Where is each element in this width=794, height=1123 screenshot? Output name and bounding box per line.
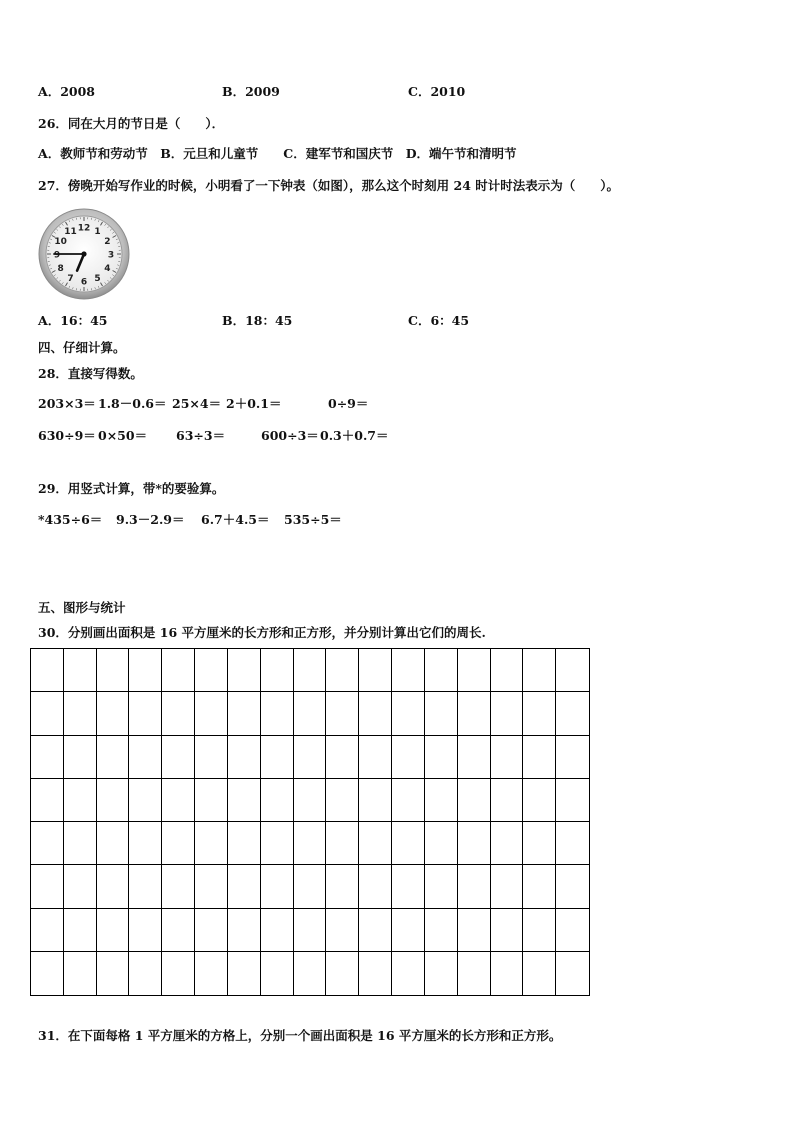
grid-cell (392, 822, 425, 865)
q27-option-b: B．18：45 (222, 313, 293, 328)
grid-cell (97, 736, 130, 779)
grid-cell (425, 909, 458, 952)
grid-cell (392, 909, 425, 952)
grid-cell (129, 822, 162, 865)
grid-cell (392, 649, 425, 692)
grid-cell (425, 865, 458, 908)
q29-item: 9.3－2.9＝ (116, 512, 185, 527)
clock-number: 3 (107, 250, 115, 261)
grid-cell (228, 692, 261, 735)
grid-cell (326, 649, 359, 692)
grid-cell (261, 736, 294, 779)
grid-cell (97, 952, 130, 995)
grid-cell (326, 865, 359, 908)
grid-cell (129, 865, 162, 908)
q31-stem: 31．在下面每格 1 平方厘米的方格上，分别一个画出面积是 16 平方厘米的长方形和正方形。 (38, 1028, 562, 1043)
grid-cell (556, 779, 589, 822)
grid-cell (556, 952, 589, 995)
clock-number: 9 (53, 250, 61, 261)
grid-cell (458, 909, 491, 952)
grid-cell (129, 952, 162, 995)
grid-cell (425, 692, 458, 735)
grid-cell (458, 952, 491, 995)
grid-cell (359, 736, 392, 779)
grid-cell (425, 779, 458, 822)
grid-cell (458, 649, 491, 692)
clock-number: 4 (104, 264, 111, 274)
grid-cell (31, 736, 64, 779)
grid-cell (162, 952, 195, 995)
section-5-heading: 五、图形与统计 (38, 600, 126, 615)
grid-cell (556, 736, 589, 779)
q25-option-c: C．2010 (408, 84, 466, 99)
grid-cell (64, 822, 97, 865)
grid-cell (491, 692, 524, 735)
grid-cell (195, 649, 228, 692)
grid-cell (97, 822, 130, 865)
q30-stem: 30．分别画出面积是 16 平方厘米的长方形和正方形，并分别计算出它们的周长. (38, 625, 486, 640)
grid-cell (392, 779, 425, 822)
grid-cell (326, 692, 359, 735)
grid-cell (195, 736, 228, 779)
grid-cell (261, 909, 294, 952)
grid-cell (523, 909, 556, 952)
grid-cell (64, 779, 97, 822)
grid-cell (326, 736, 359, 779)
grid-cell (228, 649, 261, 692)
grid-cell (129, 779, 162, 822)
grid-cell (359, 649, 392, 692)
grid-cell (162, 649, 195, 692)
grid-cell (359, 779, 392, 822)
q28-item: 203×3＝ (38, 396, 96, 411)
grid-cell (392, 736, 425, 779)
grid-cell (228, 736, 261, 779)
grid-cell (425, 952, 458, 995)
grid-cell (425, 736, 458, 779)
grid-cell (556, 865, 589, 908)
grid-cell (97, 649, 130, 692)
q26-stem: 26．同在大月的节日是（ ）． (38, 116, 225, 131)
q25-option-b: B．2009 (222, 84, 280, 99)
grid-cell (326, 779, 359, 822)
grid-cell (129, 692, 162, 735)
clock-number: 1 (94, 227, 101, 238)
grid-cell (64, 909, 97, 952)
grid-cell (97, 692, 130, 735)
grid-cell (228, 909, 261, 952)
q28-item: 25×4＝ (172, 396, 222, 411)
grid-cell (31, 649, 64, 692)
grid-cell (195, 779, 228, 822)
grid-cell (129, 909, 162, 952)
grid-cell (556, 692, 589, 735)
grid-cell (31, 909, 64, 952)
q28-stem: 28．直接写得数。 (38, 366, 143, 381)
grid-cell (195, 692, 228, 735)
clock-number: 6 (80, 277, 88, 288)
q28-item: 0×50＝ (98, 428, 148, 443)
q28-item: 63÷3＝ (176, 428, 226, 443)
grid-cell (556, 649, 589, 692)
q28-item: 630÷9＝ (38, 428, 96, 443)
q29-item: 6.7＋4.5＝ (201, 512, 270, 527)
clock-number: 2 (104, 237, 111, 247)
grid-cell (294, 692, 327, 735)
q28-item: 0.3＋0.7＝ (320, 428, 389, 443)
grid-cell (425, 649, 458, 692)
grid-cell (228, 779, 261, 822)
q29-item: *435÷6＝ (38, 512, 103, 527)
q28-item: 600÷3＝ (261, 428, 319, 443)
grid-cell (294, 779, 327, 822)
grid-cell (523, 865, 556, 908)
grid-cell (129, 736, 162, 779)
grid-cell (491, 909, 524, 952)
clock-number: 10 (54, 237, 67, 247)
grid-cell (64, 952, 97, 995)
q28-item: 2＋0.1＝ (226, 396, 282, 411)
grid-cell (97, 779, 130, 822)
grid-cell (162, 736, 195, 779)
grid-cell (261, 779, 294, 822)
section-4-heading: 四、仔细计算。 (38, 340, 126, 355)
grid-cell (523, 736, 556, 779)
square-grid (30, 648, 590, 996)
grid-cell (195, 952, 228, 995)
grid-cell (491, 865, 524, 908)
grid-cell (392, 865, 425, 908)
clock-number: 5 (94, 273, 101, 284)
grid-cell (162, 779, 195, 822)
grid-cell (31, 865, 64, 908)
grid-cell (31, 952, 64, 995)
clock-number: 11 (64, 227, 77, 238)
grid-cell (261, 692, 294, 735)
grid-cell (523, 822, 556, 865)
grid-cell (261, 649, 294, 692)
grid-cell (64, 692, 97, 735)
grid-cell (64, 649, 97, 692)
grid-cell (162, 909, 195, 952)
grid-cell (491, 822, 524, 865)
grid-cell (294, 822, 327, 865)
grid-cell (97, 909, 130, 952)
grid-cell (228, 952, 261, 995)
grid-cell (294, 736, 327, 779)
grid-cell (458, 822, 491, 865)
grid-cell (195, 822, 228, 865)
grid-cell (97, 865, 130, 908)
grid-cell (392, 692, 425, 735)
q26-options: A．教师节和劳动节 B．元旦和儿童节 C．建军节和国庆节 D．端午节和清明节 (38, 146, 517, 161)
wall-clock-image (38, 208, 130, 300)
grid-cell (64, 865, 97, 908)
grid-cell (31, 692, 64, 735)
q28-item: 0÷9＝ (328, 396, 369, 411)
grid-cell (458, 692, 491, 735)
grid-cell (294, 649, 327, 692)
grid-cell (294, 952, 327, 995)
grid-cell (162, 865, 195, 908)
grid-cell (523, 692, 556, 735)
grid-cell (523, 649, 556, 692)
grid-cell (261, 865, 294, 908)
grid-cell (261, 952, 294, 995)
grid-cell (491, 952, 524, 995)
grid-cell (556, 909, 589, 952)
grid-cell (326, 952, 359, 995)
grid-cell (458, 779, 491, 822)
grid-cell (326, 822, 359, 865)
grid-cell (491, 736, 524, 779)
grid-cell (359, 952, 392, 995)
grid-cell (261, 822, 294, 865)
grid-cell (31, 779, 64, 822)
grid-cell (228, 822, 261, 865)
grid-cell (392, 952, 425, 995)
clock-number: 7 (67, 273, 74, 284)
grid-cell (31, 822, 64, 865)
grid-cell (425, 822, 458, 865)
grid-cell (556, 822, 589, 865)
q29-item: 535÷5＝ (284, 512, 342, 527)
clock-number: 12 (77, 223, 91, 234)
grid-cell (458, 736, 491, 779)
grid-cell (294, 909, 327, 952)
grid-cell (195, 909, 228, 952)
q27-option-a: A．16：45 (38, 313, 108, 328)
grid-cell (491, 649, 524, 692)
q25-option-a: A．2008 (38, 84, 95, 99)
grid-cell (359, 909, 392, 952)
grid-cell (129, 649, 162, 692)
grid-cell (523, 952, 556, 995)
grid-cell (294, 865, 327, 908)
clock-center (81, 251, 86, 256)
grid-cell (195, 865, 228, 908)
grid-cell (326, 909, 359, 952)
grid-cell (162, 822, 195, 865)
grid-cell (359, 865, 392, 908)
grid-cell (359, 822, 392, 865)
q28-item: 1.8－0.6＝ (98, 396, 167, 411)
grid-cell (228, 865, 261, 908)
q27-option-c: C．6：45 (408, 313, 470, 328)
q27-stem: 27．傍晚开始写作业的时候，小明看了一下钟表（如图），那么这个时刻用 24 时计时法表示为（ ）。 (38, 178, 619, 193)
q29-stem: 29．用竖式计算，带*的要验算。 (38, 481, 225, 496)
grid-cell (458, 865, 491, 908)
grid-cell (491, 779, 524, 822)
grid-cell (162, 692, 195, 735)
grid-cell (64, 736, 97, 779)
grid-cell (359, 692, 392, 735)
clock-number: 8 (57, 264, 64, 274)
grid-cell (523, 779, 556, 822)
